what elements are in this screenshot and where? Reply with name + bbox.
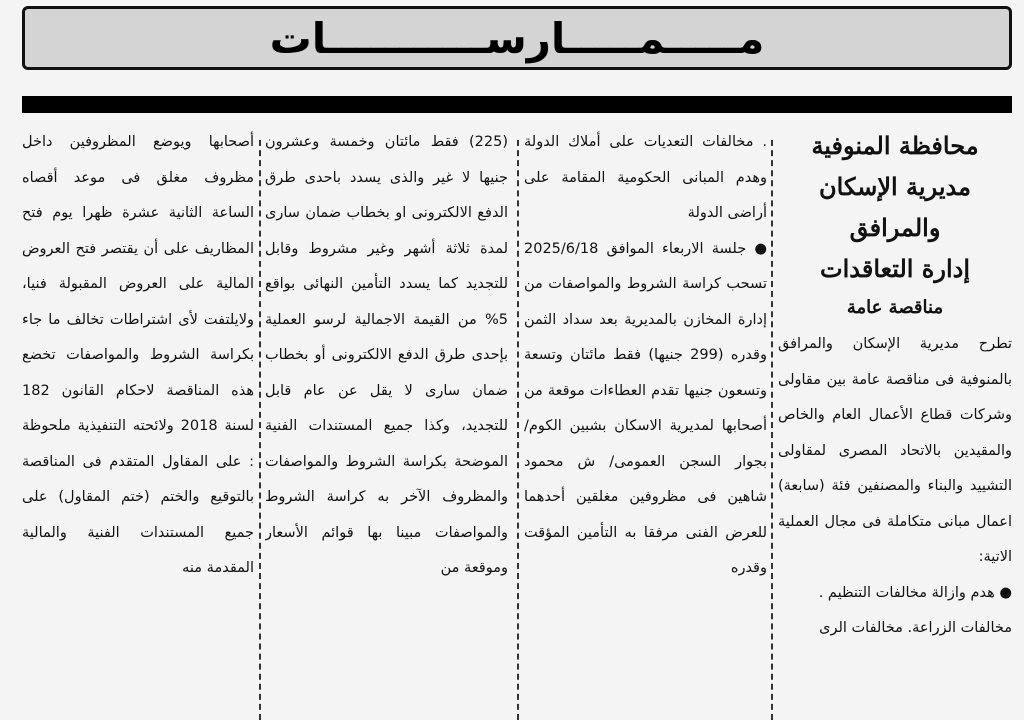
tender-heading: مناقصة عامة [846,297,944,318]
announcement-column-3 [265,125,508,720]
section-banner [22,6,1012,70]
directorate-heading: مديرية الإسكان والمرافق [819,172,971,242]
section-title: مـــــمـــــارســـــــــــات [269,14,765,63]
announcement-body: تطرح مديرية الإسكان والمرافق بالمنوفية فى مناقصة عامة بين مقاولى وشركات قطاع الأعمال العام والخاص والمقيدين بالاتحاد المصرى لمقاولى التشييد والبناء والمصنفين فئة (سابعة) اعمال مبانى متكاملة فى مجال العملية الاتية: [778,336,1012,565]
governorate-heading: محافظة المنوفية [811,131,979,160]
announcement-text: (225) فقط مائتان وخمسة وعشرون جنيها لا غير والذى يسدد باحدى طرق الدفع الالكترونى او بخطاب ضمان سارى لمدة ثلاثة أشهر وغير مشروط وقابل للتجديد كما يسدد التأمين النهائى بواقع 5% من القيمة الاجمالية لرسو العملية بإحدى طرق الدفع الالكترونى أو بخطاب ضمان سارى لا يقل عن عام قابل للتجديد، وكذا جميع المستندات الفنية الموضحة بكراسة الشروط والمواصفات والمظروف الآخر به كراسة الشروط والمواصفات مبينا بها قوائم الأسعار وموقعة من [265,134,508,576]
column-divider [259,140,261,720]
announcement-text: أصحابها ويوضع المظروفين داخل مظروف مغلق فى موعد أقصاه الساعة الثانية عشرة ظهرا يوم فتح المظاريف على أن يقتصر فتح العروض المالية على العروض المقبولة فنيا، ولايلتفت لأى اشتراطات تخالف ما جاء بكراسة الشروط والمواصفات تخضع هذه المناقصة لاحكام القانون 182 لسنة 2018 ولائحته التنفيذية ملحوظة : على المقاول المتقدم فى المناقصة بالتوقيع والختم (ختم المقاول) على جميع المستندات الفنية والمالية المقدمة منه [22,134,254,576]
announcement-column-1 [778,125,1012,720]
announcement-column-2 [524,125,767,720]
announcement-text: . مخالفات التعديات على أملاك الدولة وهدم المبانى الحكومية المقامة على أراضى الدولة [524,134,767,221]
announcement-column-4 [22,125,254,720]
announcement-text: مخالفات الزراعة. مخالفات الرى [819,620,1012,636]
announcement-bullet: ● هدم وازالة مخالفات التنظيم . [818,584,1012,601]
announcement-text: ● جلسة الاربعاء الموافق 2025/6/18 تسحب كراسة الشروط والمواصفات من إدارة المخازن بالمديرية بعد سداد الثمن وقدره (299 جنيها) فقط مائتان وتسعة وتسعون جنيها تقدم العطاءات موقعة من أصحابها لمديرية الاسكان بشبين الكوم/ بجوار السجن العمومى/ ش محمود شاهين فى مظروفين مغلقين أحدهما للعرض الفنى مرفقا به التأمين المؤقت وقدره [524,240,767,576]
column-divider [517,140,519,720]
column-divider [771,140,773,720]
department-heading: إدارة التعاقدات [820,254,970,283]
horizontal-rule [22,96,1012,113]
